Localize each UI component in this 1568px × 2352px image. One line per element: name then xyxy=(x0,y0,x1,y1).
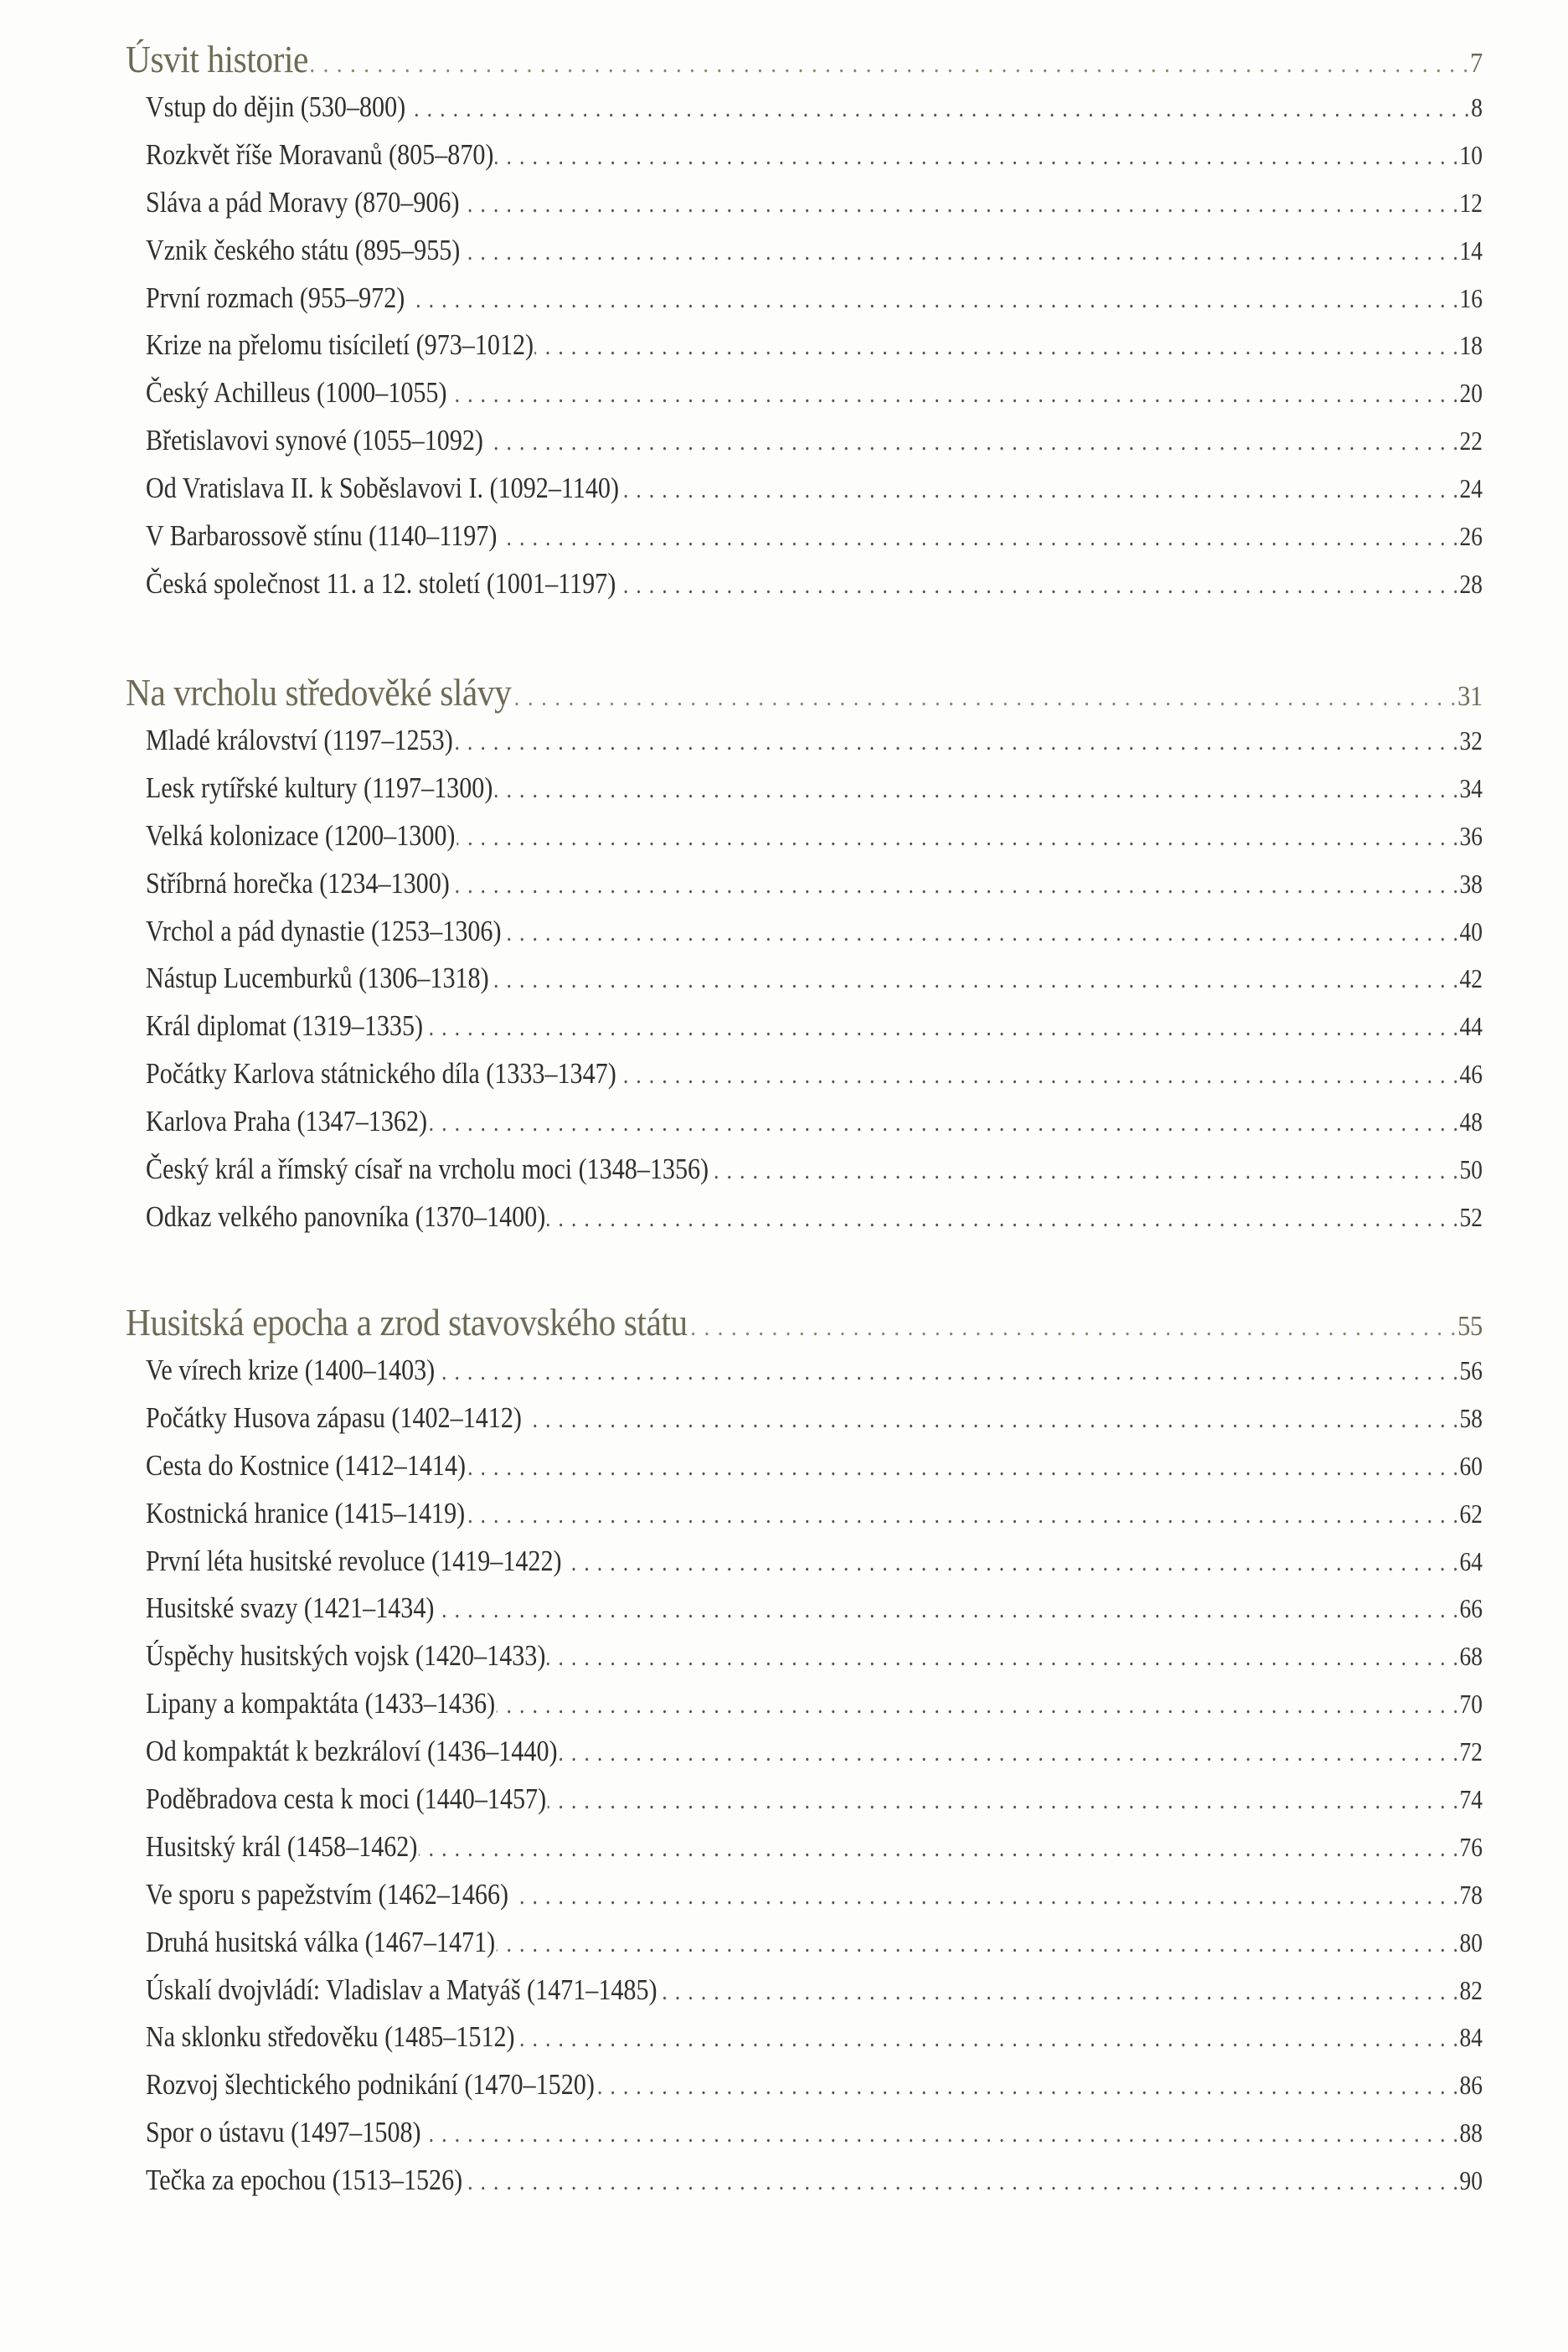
entry-title: Karlova Praha (1347–1362) xyxy=(146,1105,428,1138)
dot-leader xyxy=(436,1596,1458,1624)
entry-title: Sláva a pád Moravy (870–906) xyxy=(146,185,460,219)
entry-title: Husitský král (1458–1462) xyxy=(146,1829,418,1863)
entry-title: Rozkvět říše Moravanů (805–870) xyxy=(146,137,494,171)
dot-leader xyxy=(419,1834,1458,1863)
section-page-number: 7 xyxy=(1469,48,1483,79)
toc-entry[interactable] xyxy=(146,234,1483,281)
entry-page-number: 86 xyxy=(1459,2070,1483,2101)
toc-section xyxy=(126,1300,1483,2211)
dot-leader xyxy=(451,871,1458,900)
entry-page-number: 14 xyxy=(1459,235,1483,266)
toc-entry[interactable] xyxy=(146,724,1483,771)
toc-entry[interactable] xyxy=(146,915,1483,962)
dot-leader xyxy=(497,1930,1458,1958)
section-page-number: 55 xyxy=(1457,1311,1483,1342)
toc-entry[interactable] xyxy=(146,1105,1483,1153)
dot-leader xyxy=(448,380,1458,409)
dot-leader xyxy=(563,1549,1457,1577)
toc-entry[interactable] xyxy=(146,1200,1483,1248)
dot-leader xyxy=(490,966,1457,994)
dot-leader xyxy=(495,142,1458,171)
section-heading[interactable] xyxy=(126,37,1483,89)
dot-leader xyxy=(464,2168,1458,2196)
entry-page-number: 70 xyxy=(1459,1689,1483,1720)
dot-leader xyxy=(485,428,1458,456)
entry-page-number: 18 xyxy=(1459,330,1483,361)
entry-title: Odkaz velkého panovníka (1370–1400) xyxy=(146,1199,546,1233)
dot-leader xyxy=(510,1882,1458,1911)
toc-entry[interactable] xyxy=(146,1449,1483,1497)
entry-title: Břetislavovi synové (1055–1092) xyxy=(146,424,483,457)
toc-entry[interactable] xyxy=(146,1545,1483,1592)
entry-title: Kostnická hranice (1415–1419) xyxy=(146,1496,466,1529)
toc-entry[interactable] xyxy=(146,281,1483,329)
entry-page-number: 66 xyxy=(1459,1593,1483,1624)
dot-leader xyxy=(436,1358,1458,1386)
toc-section xyxy=(126,670,1483,1248)
section-title: Husitská epocha a zrod stavovského státu xyxy=(126,1301,688,1344)
dot-leader xyxy=(524,1406,1458,1434)
section-heading[interactable] xyxy=(126,1300,1483,1352)
entry-title: První rozmach (955–972) xyxy=(146,281,405,314)
entry-page-number: 40 xyxy=(1459,916,1483,946)
entry-title: Český Achilleus (1000–1055) xyxy=(146,376,447,410)
toc-entry[interactable] xyxy=(146,2020,1483,2068)
entry-page-number: 88 xyxy=(1459,2117,1483,2148)
toc-entry[interactable] xyxy=(146,1639,1483,1687)
entry-title: Úskalí dvojvládí: Vladislav a Matyáš (1471–1485) xyxy=(146,1973,658,2006)
dot-leader xyxy=(467,1453,1458,1482)
entry-page-number: 76 xyxy=(1459,1831,1483,1862)
entry-page-number: 50 xyxy=(1459,1154,1483,1185)
entry-page-number: 74 xyxy=(1459,1784,1483,1815)
entry-title: Vstup do dějin (530–800) xyxy=(146,90,406,123)
entry-title: První léta husitské revoluce (1419–1422) xyxy=(146,1544,562,1577)
entry-title: Český král a římský císař na vrcholu moci (1348–1356) xyxy=(146,1153,709,1186)
entry-title: Počátky Karlova státnického díla (1333–1347) xyxy=(146,1057,616,1091)
section-title: Na vrcholu středověké slávy xyxy=(126,671,512,714)
entry-title: Lipany a kompaktáta (1433–1436) xyxy=(146,1687,496,1720)
dot-leader xyxy=(617,571,1458,600)
entry-title: Cesta do Kostnice (1412–1414) xyxy=(146,1448,467,1482)
dot-leader xyxy=(513,683,1456,712)
toc-entry[interactable] xyxy=(146,376,1483,424)
section-item-list xyxy=(126,1354,1483,2211)
toc-entry[interactable] xyxy=(146,962,1483,1009)
entry-page-number: 28 xyxy=(1459,568,1483,599)
dot-leader xyxy=(497,1691,1458,1720)
section-heading[interactable] xyxy=(126,670,1483,722)
dot-leader xyxy=(422,2120,1457,2148)
entry-title: Velká kolonizace (1200–1300) xyxy=(146,818,456,852)
dot-leader xyxy=(503,919,1458,947)
dot-leader xyxy=(461,190,1458,219)
entry-title: Na sklonku středověku (1485–1512) xyxy=(146,2020,515,2054)
entry-title: Od kompaktát k bezkráloví (1436–1440) xyxy=(146,1735,558,1768)
dot-leader xyxy=(462,238,1458,266)
entry-title: Krize na přelomu tisíciletí (973–1012) xyxy=(146,328,534,362)
entry-page-number: 56 xyxy=(1459,1355,1483,1385)
toc-entry[interactable] xyxy=(146,1973,1483,2021)
entry-title: Nástup Lucemburků (1306–1318) xyxy=(146,962,489,995)
entry-page-number: 52 xyxy=(1459,1201,1483,1232)
entry-page-number: 82 xyxy=(1459,1974,1483,2005)
section-item-list xyxy=(126,90,1483,615)
entry-title: Počátky Husova zápasu (1402–1412) xyxy=(146,1400,522,1434)
toc-entry[interactable] xyxy=(146,771,1483,819)
toc-entry[interactable] xyxy=(146,1401,1483,1449)
toc-entry[interactable] xyxy=(146,1497,1483,1545)
entry-title: Stříbrná horečka (1234–1300) xyxy=(146,866,450,900)
entry-page-number: 32 xyxy=(1459,725,1483,756)
toc-entry[interactable] xyxy=(146,1354,1483,1401)
toc-entry[interactable] xyxy=(146,1057,1483,1105)
dot-leader xyxy=(498,524,1458,552)
toc-entry[interactable] xyxy=(146,2116,1483,2164)
entry-title: Rozvoj šlechtického podnikání (1470–1520) xyxy=(146,2068,595,2102)
dot-leader xyxy=(617,1061,1457,1090)
toc-entry[interactable] xyxy=(146,1153,1483,1200)
toc-entry[interactable] xyxy=(146,2164,1483,2211)
entry-title: Druhá husitská válka (1467–1471) xyxy=(146,1925,496,1958)
toc-entry[interactable] xyxy=(146,867,1483,915)
toc-entry[interactable] xyxy=(146,1687,1483,1735)
dot-leader xyxy=(621,476,1458,504)
section-title: Úsvit historie xyxy=(126,38,308,80)
toc-entry[interactable] xyxy=(146,1735,1483,1782)
toc-entry[interactable] xyxy=(146,1591,1483,1639)
entry-page-number: 46 xyxy=(1459,1059,1483,1090)
dot-leader xyxy=(407,95,1470,123)
toc-entry[interactable] xyxy=(146,819,1483,867)
dot-leader xyxy=(310,50,1468,79)
dot-leader xyxy=(547,1643,1458,1672)
entry-page-number: 36 xyxy=(1459,820,1483,851)
dot-leader xyxy=(467,1501,1458,1529)
toc-entry[interactable] xyxy=(146,567,1483,615)
entry-title: Česká společnost 11. a 12. století (1001–1197) xyxy=(146,566,616,600)
toc-entry[interactable] xyxy=(146,1782,1483,1830)
entry-page-number: 78 xyxy=(1459,1879,1483,1910)
entry-title: Poděbradova cesta k moci (1440–1457) xyxy=(146,1782,547,1816)
toc-entry[interactable] xyxy=(146,1009,1483,1057)
entry-page-number: 42 xyxy=(1459,963,1483,994)
toc-entry[interactable] xyxy=(146,1926,1483,1973)
entry-page-number: 62 xyxy=(1459,1498,1483,1529)
toc-entry[interactable] xyxy=(146,186,1483,234)
entry-title: Od Vratislava II. k Soběslavovi I. (1092–1140) xyxy=(146,472,619,505)
dot-leader xyxy=(559,1739,1458,1767)
entry-page-number: 44 xyxy=(1459,1011,1483,1042)
dot-leader xyxy=(494,776,1458,804)
dot-leader xyxy=(535,333,1458,361)
section-item-list xyxy=(126,724,1483,1248)
dot-leader xyxy=(425,1014,1458,1042)
toc-entry[interactable] xyxy=(146,1878,1483,1926)
dot-leader xyxy=(429,1109,1458,1137)
toc-entry[interactable] xyxy=(146,138,1483,186)
entry-title: Vrchol a pád dynastie (1253–1306) xyxy=(146,914,502,947)
toc-entry[interactable] xyxy=(146,328,1483,376)
entry-page-number: 24 xyxy=(1459,473,1483,504)
toc-entry[interactable] xyxy=(146,1830,1483,1878)
dot-leader xyxy=(658,1978,1457,2006)
section-page-number: 31 xyxy=(1457,681,1483,712)
entry-title: Spor o ústavu (1497–1508) xyxy=(146,2116,421,2149)
dot-leader xyxy=(406,286,1458,314)
dot-leader xyxy=(516,2024,1457,2053)
dot-leader xyxy=(454,728,1457,756)
entry-page-number: 38 xyxy=(1459,868,1483,899)
entry-page-number: 64 xyxy=(1459,1545,1483,1576)
entry-title: Mladé království (1197–1253) xyxy=(146,724,453,756)
entry-title: Vznik českého státu (895–955) xyxy=(146,233,461,266)
entry-title: Lesk rytířské kultury (1197–1300) xyxy=(146,771,493,804)
entry-title: Ve sporu s papežstvím (1462–1466) xyxy=(146,1877,509,1911)
entry-page-number: 48 xyxy=(1459,1106,1483,1137)
entry-title: V Barbarossově stínu (1140–1197) xyxy=(146,519,498,553)
toc-entry[interactable] xyxy=(146,472,1483,519)
entry-title: Husitské svazy (1421–1434) xyxy=(146,1591,435,1625)
dot-leader xyxy=(689,1313,1456,1342)
entry-page-number: 60 xyxy=(1459,1450,1483,1481)
entry-page-number: 16 xyxy=(1459,282,1483,313)
entry-page-number: 68 xyxy=(1459,1641,1483,1672)
entry-page-number: 20 xyxy=(1459,378,1483,409)
entry-title: Ve vírech krize (1400–1403) xyxy=(146,1354,436,1386)
dot-leader xyxy=(548,1787,1458,1815)
entry-page-number: 34 xyxy=(1459,772,1483,803)
entry-page-number: 58 xyxy=(1459,1402,1483,1433)
dot-leader xyxy=(710,1157,1458,1185)
dot-leader xyxy=(456,823,1458,852)
toc-entry[interactable] xyxy=(146,519,1483,567)
toc-entry[interactable] xyxy=(146,2068,1483,2116)
dot-leader xyxy=(596,2072,1458,2101)
entry-page-number: 12 xyxy=(1459,187,1483,218)
toc-section xyxy=(126,37,1483,615)
toc-entry[interactable] xyxy=(146,90,1483,138)
entry-title: Král diplomat (1319–1335) xyxy=(146,1009,424,1043)
toc-entry[interactable] xyxy=(146,424,1483,472)
entry-page-number: 72 xyxy=(1459,1736,1483,1767)
entry-page-number: 10 xyxy=(1459,139,1483,170)
entry-title: Úspěchy husitských vojsk (1420–1433) xyxy=(146,1639,546,1673)
entry-title: Tečka za epochou (1513–1526) xyxy=(146,2164,463,2197)
entry-page-number: 8 xyxy=(1471,92,1483,122)
dot-leader xyxy=(547,1204,1458,1233)
entry-page-number: 22 xyxy=(1459,426,1483,456)
entry-page-number: 26 xyxy=(1459,521,1483,552)
entry-page-number: 90 xyxy=(1459,2165,1483,2196)
entry-page-number: 80 xyxy=(1459,1926,1483,1957)
entry-page-number: 84 xyxy=(1459,2022,1483,2053)
